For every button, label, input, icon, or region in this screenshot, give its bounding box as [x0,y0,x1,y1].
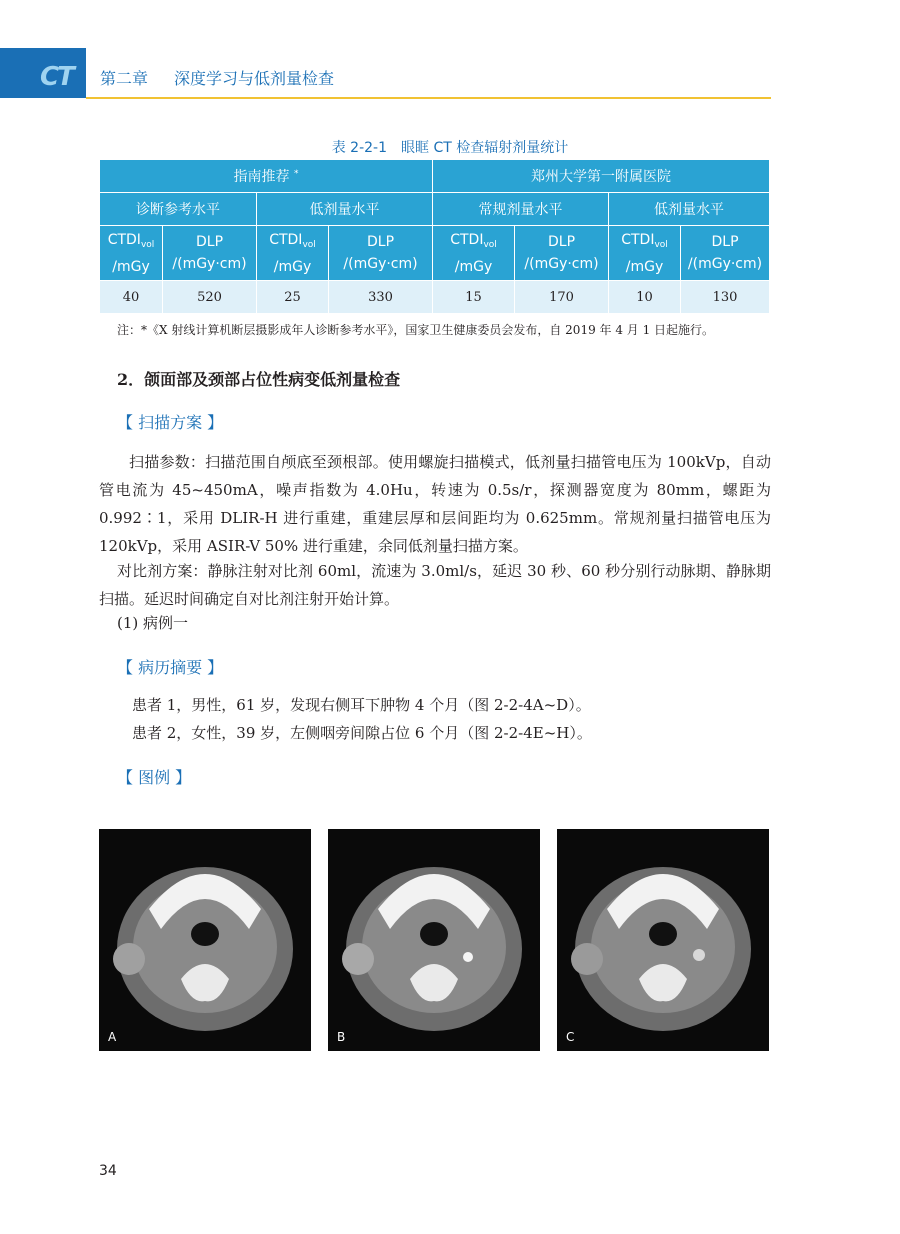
figure-heading: 【 图例 】 [117,768,192,787]
col-ctdi: $CTDI_{vol}$ /mGy [100,226,163,281]
table-cell: 40 [100,281,163,314]
ct-logo: CT [40,62,73,92]
header-rule [86,97,771,99]
ct-image-c [557,829,769,1051]
table-row [100,281,770,314]
patient-2-summary: 患者 2，女性，39 岁，左侧咽旁间隙占位 6 个月（图 2-2-4E~H）。 [132,724,592,742]
col-dlp: DLP /(mGy·cm) [329,226,433,281]
scan-parameters-paragraph: 扫描参数：扫描范围自颅底至颈根部。使用螺旋扫描模式，低剂量扫描管电压为 100kVp，自动管电流为 45~450mA，噪声指数为 4.0Hu，转速为 0.5s/r，探测器宽度为 80mm，螺距为 0.992∶1，采用 DLIR-H 进行重建，重建层厚和层间距均为 0.625mm。常规剂量扫描管电压为 120kVp，采用 ASIR-V 50% 进行重建，余同低剂量扫描方案。 [99,453,771,555]
ct-scan-graphic [328,829,540,1051]
sub-header: 低剂量水平 [257,193,433,226]
col-dlp: DLP /(mGy·cm) [515,226,609,281]
contrast-paragraph: 对比剂方案：静脉注射对比剂 60ml，流速为 3.0ml/s，延迟 30 秒、60 秒分别行动脉期、静脉期扫描。延迟时间确定自对比剂注射开始计算。 [99,562,771,608]
scan-plan-heading: 【 扫描方案 】 [117,413,224,432]
chapter-badge [0,48,86,98]
ct-image-a [99,829,311,1051]
ct-image-b [328,829,540,1051]
page-number: 34 [99,1163,117,1179]
table-cell: 15 [433,281,515,314]
ct-scan-graphic [99,829,311,1051]
section-title: 2．颌面部及颈部占位性病变低剂量检查 [117,370,401,389]
patient-1-summary: 患者 1，男性，61 岁，发现右侧耳下肿物 4 个月（图 2-2-4A~D）。 [132,696,591,714]
col-dlp: DLP /(mGy·cm) [163,226,257,281]
col-ctdi: $CTDI_{vol}$ /mGy [433,226,515,281]
table-cell: 130 [681,281,770,314]
figure-label: A [108,1030,117,1044]
case-label: (1) 病例一 [117,614,189,632]
ct-scan-graphic [557,829,769,1051]
group-header-hospital: 郑州大学第一附属医院 [433,160,770,193]
dose-table [99,159,770,314]
col-ctdi: $CTDI_{vol}$ /mGy [257,226,329,281]
sub-header: 低剂量水平 [609,193,770,226]
col-ctdi: $CTDI_{vol}$ /mGy [609,226,681,281]
history-heading: 【 病历摘要 】 [117,658,224,677]
table-cell: 25 [257,281,329,314]
group-header-guideline: 指南推荐 * [100,160,433,193]
chapter-title: 深度学习与低剂量检查 [174,69,335,88]
sub-header: 诊断参考水平 [100,193,257,226]
table-note: 注：*《X 射线计算机断层摄影成年人诊断参考水平》，国家卫生健康委员会发布，自 2019 年 4 月 1 日起施行。 [117,323,715,337]
figure-label: B [337,1030,346,1044]
chapter-label: 第二章 [100,69,149,88]
table-cell: 520 [163,281,257,314]
sub-header: 常规剂量水平 [433,193,609,226]
col-dlp: DLP /(mGy·cm) [681,226,770,281]
table-cell: 330 [329,281,433,314]
figure-label: C [566,1030,575,1044]
table-cell: 170 [515,281,609,314]
table-cell: 10 [609,281,681,314]
table-caption: 表 2-2-1 眼眶 CT 检查辐射剂量统计 [331,140,569,156]
